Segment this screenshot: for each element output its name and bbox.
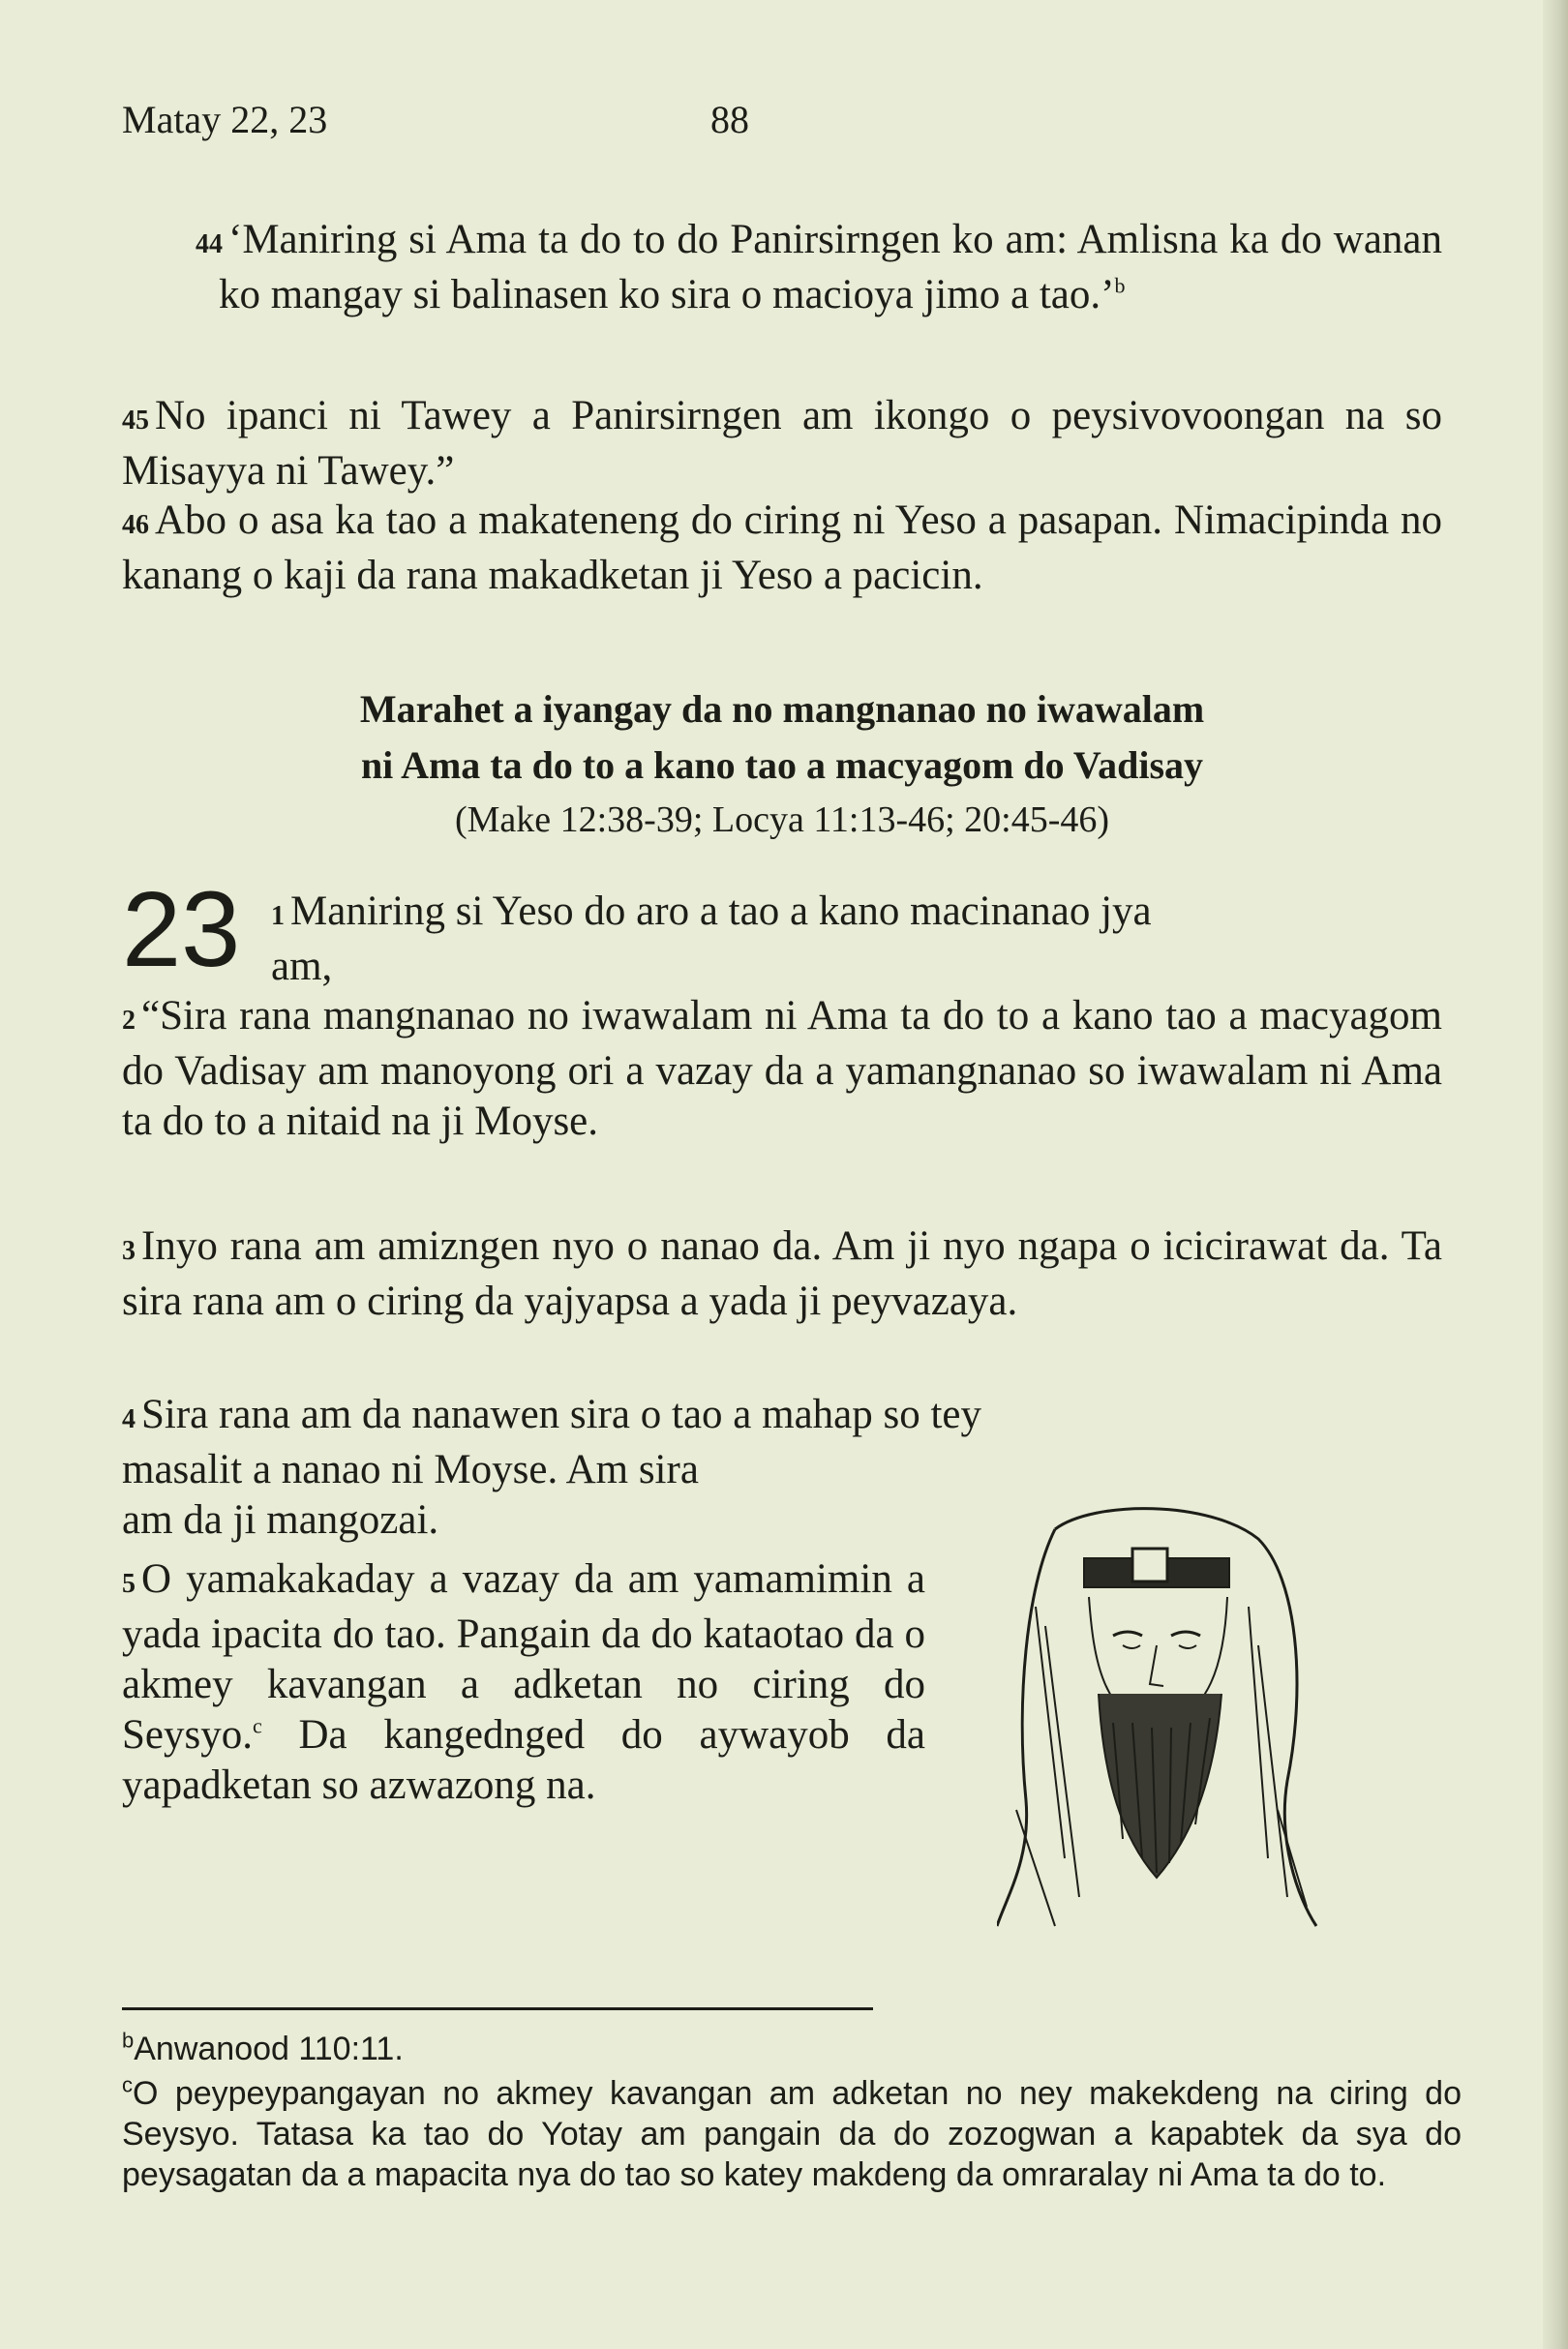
verse-5 <box>122 1554 925 1811</box>
footnote-letter: c <box>122 2072 133 2097</box>
section-title-line-1: Marahet a iyangay da no mangnanao no iwawalam <box>359 687 1205 731</box>
verse-text-line-2: masalit a nanao ni Moyse. Am sira <box>122 1447 699 1492</box>
page-edge <box>1543 0 1568 2349</box>
footnote-marker: c <box>252 1713 262 1738</box>
page-number: 88 <box>710 98 749 141</box>
verse-text-line-2: am, <box>271 944 333 989</box>
verse-44 <box>122 215 1442 320</box>
verse-number: 1 <box>271 901 285 931</box>
verse-number: 2 <box>122 1006 136 1036</box>
verse-text-line-3: am da ji mangozai. <box>122 1497 439 1543</box>
footnote-divider <box>122 2007 873 2010</box>
verse-text: No ipanci ni Tawey a Panirsirngen am ikongo o peysivovoongan na so Misayya ni Tawey.” <box>122 393 1442 494</box>
verse-text: Inyo rana am amizngen nyo o nanao da. Am ji nyo ngapa o icicirawat da. Ta sira rana am o ciring da yajyapsa a yada ji peyvazaya. <box>122 1223 1442 1324</box>
running-head: Matay 22, 23 <box>122 98 328 141</box>
verse-2 <box>122 991 1442 1147</box>
section-title-line-2: ni Ama ta do to a kano tao a macyagom do Vadisay <box>360 743 1204 787</box>
bearded-man-with-phylactery-illustration <box>997 1491 1326 1936</box>
footnote-b <box>122 2029 1462 2069</box>
verse-number: 44 <box>196 229 223 259</box>
verse-text-continued: Da kangednged do aywayob da yapadketan so azwazong na. <box>122 1712 925 1808</box>
verse-number: 3 <box>122 1236 136 1266</box>
verse-number: 46 <box>122 510 149 540</box>
footnote-text: Anwanood 110:11. <box>134 2031 404 2067</box>
footnote-c <box>122 2073 1462 2195</box>
verse-text: O yamakakaday a vazay da am yamamimin a yada ipacita do tao. Pangain da do kataotao da o akmey kavangan a adketan no ciring do Seysyo. <box>122 1556 925 1758</box>
footnote-marker: b <box>1114 273 1126 298</box>
verse-3 <box>122 1221 1442 1327</box>
verse-text: ‘Maniring si Ama ta do to do Panirsirngen ko am: Amlisna ka do wanan ko mangay si balinasen ko sira o macioya jimo a tao.’ <box>219 217 1442 317</box>
verse-number: 5 <box>122 1569 136 1599</box>
verse-45 <box>122 391 1442 497</box>
section-heading <box>122 681 1442 794</box>
verse-number: 45 <box>122 406 149 436</box>
verse-text: “Sira rana mangnanao no iwawalam ni Ama ta do to a kano tao a macyagom do Vadisay am manoyong ori a vazay da a yamangnanao so iwawalam ni Ama ta do to a nitaid na ji Moyse. <box>122 993 1442 1144</box>
verse-text-line-1: Sira rana am da nanawen sira o tao a mahap so tey <box>141 1392 982 1437</box>
page-header <box>122 97 1452 145</box>
footnote-letter: b <box>122 2028 135 2053</box>
verse-46 <box>122 496 1442 601</box>
verse-text-line-1: Maniring si Yeso do aro a tao a kano macinanao jya <box>290 888 1152 934</box>
section-cross-references: (Make 12:38-39; Locya 11:13-46; 20:45-46) <box>454 799 1110 840</box>
chapter-number: 23 <box>122 870 241 989</box>
footnote-text: O peypeypangayan no akmey kavangan am adketan no ney makekdeng na ciring do Seysyo. Tatasa ka tao do Yotay am pangain da do zozogwan a kapabtek da sya do peysagatan da a mapacita nya do tao so katey makdeng da omraralay ni Ama ta do to. <box>122 2075 1462 2193</box>
verse-text: Abo o asa ka tao a makateneng do ciring ni Yeso a pasapan. Nimacipinda no kanang o kaji da rana makadketan ji Yeso a pacicin. <box>122 497 1442 598</box>
verse-1 <box>271 887 1442 992</box>
verse-number: 4 <box>122 1404 136 1434</box>
